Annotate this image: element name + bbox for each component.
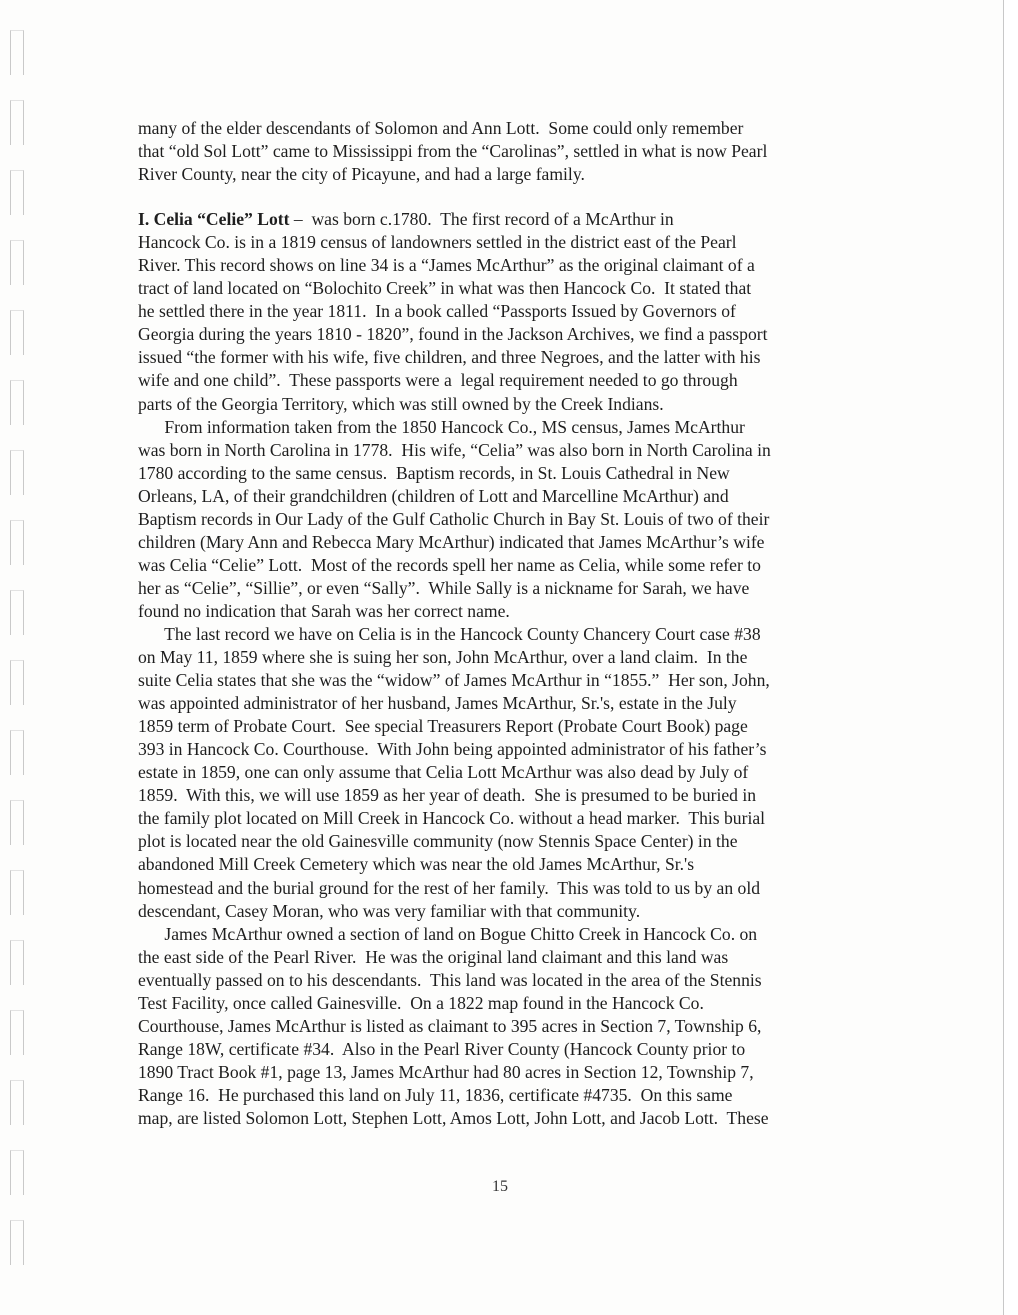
text-line: tract of land located on “Bolochito Creek” in what was then Hancock Co. It stated that bbox=[138, 278, 752, 299]
text-line: plot is located near the old Gainesville community (now Stennis Space Center) in the bbox=[138, 831, 738, 852]
section-heading: I. Celia “Celie” Lott bbox=[138, 209, 290, 230]
text-line: issued “the former with his wife, five children, and three Negroes, and the latter with his bbox=[138, 347, 761, 368]
text-line: Courthouse, James McArthur is listed as claimant to 395 acres in Section 7, Township 6, bbox=[138, 1015, 762, 1036]
text-line: Baptism records in Our Lady of the Gulf Catholic Church in Bay St. Louis of two of their bbox=[138, 508, 770, 529]
text-line: estate in 1859, one can only assume that Celia Lott McArthur was also dead by July of bbox=[138, 762, 749, 783]
text-line: was born in North Carolina in 1778. His wife, “Celia” was also born in North Carolina in bbox=[138, 439, 771, 460]
text-line: Test Facility, once called Gainesville. On a 1822 map found in the Hancock Co. bbox=[138, 992, 704, 1013]
text-line: the east side of the Pearl River. He was the original land claimant and this land was bbox=[138, 946, 729, 967]
text-line: Georgia during the years 1810 - 1820”, found in the Jackson Archives, we find a passport bbox=[138, 324, 768, 345]
text-line: the family plot located on Mill Creek in Hancock Co. without a head marker. This burial bbox=[138, 808, 766, 829]
text-line: From information taken from the 1850 Hancock Co., MS census, James McArthur bbox=[138, 416, 745, 437]
binder-hole bbox=[10, 380, 24, 425]
section-first-line bbox=[138, 208, 866, 231]
text-line: River County, near the city of Picayune, and had a large family. bbox=[138, 164, 585, 185]
text-line: that “old Sol Lott” came to Mississippi from the “Carolinas”, settled in what is now Pearl bbox=[138, 141, 768, 162]
binder-hole bbox=[10, 800, 24, 845]
text-line: Range 18W, certificate #34. Also in the Pearl River County (Hancock County prior to bbox=[138, 1038, 746, 1059]
binder-hole bbox=[10, 590, 24, 635]
binder-hole bbox=[10, 450, 24, 495]
text-line: found no indication that Sarah was her correct name. bbox=[138, 600, 510, 621]
text-line: eventually passed on to his descendants. This land was located in the area of the Stennis bbox=[138, 969, 762, 990]
text-line: Range 16. He purchased this land on July 11, 1836, certificate #4735. On this same bbox=[138, 1084, 733, 1105]
text-line: abandoned Mill Creek Cemetery which was near the old James McArthur, Sr.'s bbox=[138, 854, 695, 875]
text-line: her as “Celie”, “Sillie”, or even “Sally”. While Sally is a nickname for Sarah, we have bbox=[138, 577, 750, 598]
text-line: he settled there in the year 1811. In a book called “Passports Issued by Governors of bbox=[138, 301, 736, 322]
text-line: wife and one child”. These passports were a legal requirement needed to go through bbox=[138, 370, 738, 391]
text-line: homestead and the burial ground for the rest of her family. This was told to us by an old bbox=[138, 877, 761, 898]
text-line: many of the elder descendants of Solomon and Ann Lott. Some could only remember bbox=[138, 118, 744, 138]
binder-hole bbox=[10, 100, 24, 145]
text-line: 1780 according to the same census. Baptism records, in St. Louis Cathedral in New bbox=[138, 462, 730, 483]
binder-hole bbox=[10, 1220, 24, 1265]
section-first-line-rest: – was born c.1780. The first record of a McArthur in bbox=[289, 209, 674, 230]
page-number: 15 bbox=[492, 1178, 508, 1195]
text-line: descendant, Casey Moran, who was very familiar with that community. bbox=[138, 900, 641, 921]
text-line: 1859 term of Probate Court. See special Treasurers Report (Probate Court Book) page bbox=[138, 716, 748, 737]
page-edge bbox=[1003, 0, 1018, 1315]
binder-hole bbox=[10, 730, 24, 775]
text-line: 1890 Tract Book #1, page 13, James McArthur had 80 acres in Section 12, Township 7, bbox=[138, 1061, 754, 1082]
text-line: Orleans, LA, of their grandchildren (children of Lott and Marcelline McArthur) and bbox=[138, 485, 729, 506]
text-line: on May 11, 1859 where she is suing her son, John McArthur, over a land claim. In the bbox=[138, 647, 748, 668]
intro-paragraph bbox=[138, 117, 866, 186]
text-line: parts of the Georgia Territory, which was still owned by the Creek Indians. bbox=[138, 393, 664, 414]
binder-hole bbox=[10, 170, 24, 215]
text-line: The last record we have on Celia is in the Hancock County Chancery Court case #38 bbox=[138, 623, 761, 644]
body-text bbox=[138, 117, 866, 1130]
text-line: 1859. With this, we will use 1859 as her year of death. She is presumed to be buried in bbox=[138, 785, 757, 806]
binder-hole bbox=[10, 1010, 24, 1055]
binder-hole bbox=[10, 660, 24, 705]
binder-hole bbox=[10, 1080, 24, 1125]
text-line: children (Mary Ann and Rebecca Mary McArthur) indicated that James McArthur’s wife bbox=[138, 531, 765, 552]
text-line: 393 in Hancock Co. Courthouse. With John being appointed administrator of his father’s bbox=[138, 739, 767, 760]
paragraph-gap bbox=[138, 186, 866, 208]
binder-hole bbox=[10, 940, 24, 985]
text-line: James McArthur owned a section of land on Bogue Chitto Creek in Hancock Co. on bbox=[138, 923, 758, 944]
binder-hole bbox=[10, 240, 24, 285]
text-line: suite Celia states that she was the “widow” of James McArthur in “1855.” Her son, John, bbox=[138, 670, 770, 691]
binder-hole bbox=[10, 30, 24, 75]
text-line: was appointed administrator of her husband, James McArthur, Sr.'s, estate in the July bbox=[138, 693, 737, 714]
text-line: was Celia “Celie” Lott. Most of the records spell her name as Celia, while some refer to bbox=[138, 554, 761, 575]
binder-hole bbox=[10, 870, 24, 915]
binder-hole bbox=[10, 310, 24, 355]
text-line: Hancock Co. is in a 1819 census of landowners settled in the district east of the Pearl bbox=[138, 232, 737, 253]
text-line: map, are listed Solomon Lott, Stephen Lott, Amos Lott, John Lott, and Jacob Lott. These bbox=[138, 1107, 769, 1128]
binder-hole bbox=[10, 520, 24, 565]
section-celia-lott bbox=[138, 208, 866, 1130]
text-line: River. This record shows on line 34 is a “James McArthur” as the original claimant of a bbox=[138, 255, 755, 276]
binder-holes bbox=[10, 30, 34, 1300]
